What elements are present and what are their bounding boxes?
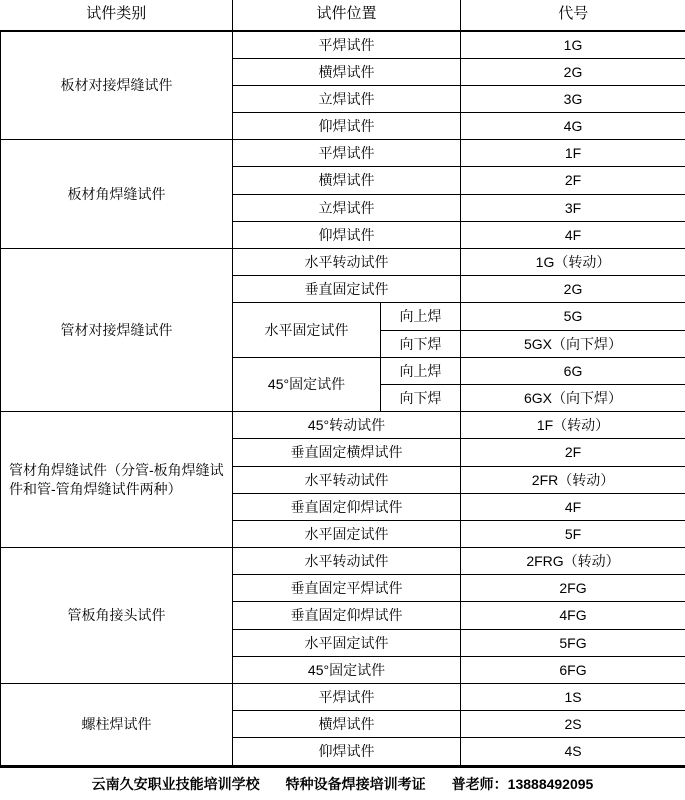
code-cell: 2S	[461, 711, 685, 738]
code-cell: 2FR（转动）	[461, 466, 685, 493]
code-cell: 4F	[461, 493, 685, 520]
table-row	[1, 140, 685, 167]
code-cell: 6G	[461, 357, 685, 384]
table-row	[1, 684, 685, 711]
position-cell: 45°固定试件	[233, 357, 381, 411]
position-cell: 立焊试件	[233, 194, 461, 221]
position-cell: 水平固定试件	[233, 520, 461, 547]
position-cell: 垂直固定平焊试件	[233, 575, 461, 602]
code-cell: 2G	[461, 58, 685, 85]
footer-school: 云南久安职业技能培训学校	[91, 776, 260, 792]
position-cell: 横焊试件	[233, 167, 461, 194]
category-cell: 管材对接焊缝试件	[1, 249, 233, 412]
category-cell: 板材角焊缝试件	[1, 140, 233, 249]
code-cell: 5G	[461, 303, 685, 330]
footer-contact: 普老师：13888492095	[451, 776, 594, 792]
position-cell: 垂直固定仰焊试件	[233, 493, 461, 520]
footer-program: 特种设备焊接培训考证	[285, 776, 426, 792]
table-body	[1, 0, 685, 765]
code-cell: 1S	[461, 684, 685, 711]
position-cell: 水平转动试件	[233, 548, 461, 575]
position-cell: 平焊试件	[233, 31, 461, 59]
position-cell: 仰焊试件	[233, 113, 461, 140]
code-cell: 2F	[461, 167, 685, 194]
table-row	[1, 412, 685, 439]
table-row	[1, 31, 685, 59]
code-cell: 6GX（向下焊）	[461, 384, 685, 411]
code-cell: 4F	[461, 221, 685, 248]
code-cell: 3G	[461, 85, 685, 112]
position-cell: 横焊试件	[233, 711, 461, 738]
position-cell: 45°固定试件	[233, 656, 461, 683]
position-cell: 水平转动试件	[233, 249, 461, 276]
category-cell: 板材对接焊缝试件	[1, 31, 233, 140]
code-cell: 2FG	[461, 575, 685, 602]
header-category: 试件类别	[1, 0, 233, 31]
sub-position-cell: 向上焊	[381, 303, 461, 330]
position-cell: 45°转动试件	[233, 412, 461, 439]
code-cell: 1G	[461, 31, 685, 59]
code-cell: 4G	[461, 113, 685, 140]
position-cell: 横焊试件	[233, 58, 461, 85]
sub-position-cell: 向上焊	[381, 357, 461, 384]
header-code: 代号	[461, 0, 685, 31]
table-row	[1, 548, 685, 575]
code-cell: 6FG	[461, 656, 685, 683]
sub-position-cell: 向下焊	[381, 330, 461, 357]
header-position: 试件位置	[233, 0, 461, 31]
code-cell: 2F	[461, 439, 685, 466]
code-cell: 3F	[461, 194, 685, 221]
position-cell: 平焊试件	[233, 684, 461, 711]
code-cell: 4FG	[461, 602, 685, 629]
code-cell: 1F（转动）	[461, 412, 685, 439]
sub-position-cell: 向下焊	[381, 384, 461, 411]
category-cell: 管材角焊缝试件（分管-板角焊缝试件和管-管角焊缝试件两种）	[1, 412, 233, 548]
position-cell: 平焊试件	[233, 140, 461, 167]
table-row	[1, 249, 685, 276]
category-cell: 管板角接头试件	[1, 548, 233, 684]
code-cell: 4S	[461, 738, 685, 765]
footer-bar	[0, 766, 685, 800]
position-cell: 水平固定试件	[233, 629, 461, 656]
position-cell: 仰焊试件	[233, 221, 461, 248]
table-header-row	[1, 0, 685, 31]
code-cell: 5FG	[461, 629, 685, 656]
position-cell: 水平转动试件	[233, 466, 461, 493]
position-cell: 垂直固定横焊试件	[233, 439, 461, 466]
code-cell: 5GX（向下焊）	[461, 330, 685, 357]
position-cell: 立焊试件	[233, 85, 461, 112]
position-cell: 仰焊试件	[233, 738, 461, 765]
code-cell: 2G	[461, 276, 685, 303]
position-cell: 水平固定试件	[233, 303, 381, 357]
position-cell: 垂直固定试件	[233, 276, 461, 303]
category-cell: 螺柱焊试件	[1, 684, 233, 766]
code-cell: 1G（转动）	[461, 249, 685, 276]
position-cell: 垂直固定仰焊试件	[233, 602, 461, 629]
code-cell: 2FRG（转动）	[461, 548, 685, 575]
code-cell: 5F	[461, 520, 685, 547]
code-cell: 1F	[461, 140, 685, 167]
